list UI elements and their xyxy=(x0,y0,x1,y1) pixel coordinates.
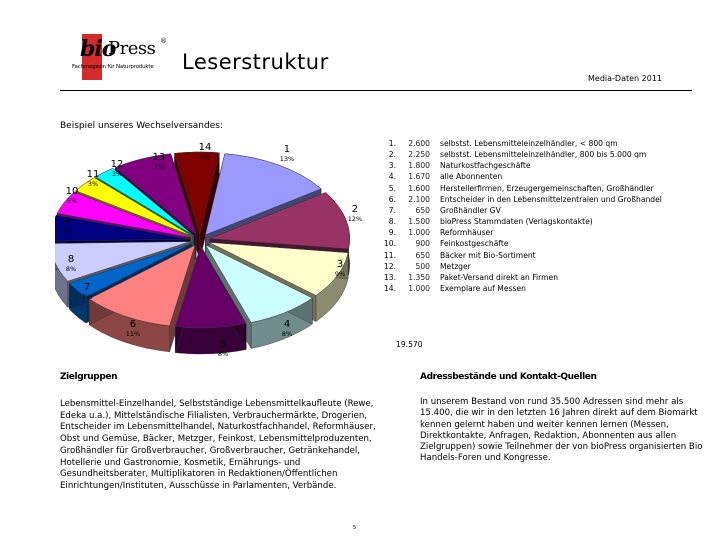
legend-row-value: 2.250 xyxy=(408,150,430,160)
legend-row-label: bioPress Stammdaten (Verlagskontakte) xyxy=(440,217,593,227)
legend-row xyxy=(372,238,662,249)
pie-slice-percent: 8% xyxy=(281,329,293,338)
pie-slice-percent: 5% xyxy=(199,152,211,161)
legend-row xyxy=(372,138,662,149)
legend-row-label: selbstst. Lebensmitteleinzelhändler, < 800 qm xyxy=(440,139,618,148)
legend-row-number: 2. xyxy=(388,150,396,160)
legend-row-number: 14. xyxy=(383,284,396,294)
legend-row-number: 3. xyxy=(388,161,396,171)
legend-row-label: Bäcker mit Bio-Sortiment xyxy=(440,250,536,260)
legend-row-value: 1.500 xyxy=(408,217,430,227)
legend-row xyxy=(372,216,662,227)
pie-slice-number: 8 xyxy=(67,254,75,265)
section-intro: Beispiel unseres Wechselversandes: xyxy=(60,121,223,131)
legend-row-number: 6. xyxy=(388,194,396,204)
pie-slice-label xyxy=(62,217,72,234)
pie-slice-number: 14 xyxy=(198,142,212,153)
legend-row-label: Metzger xyxy=(440,261,471,271)
legend-row xyxy=(372,283,662,294)
pie-slice-number: 10 xyxy=(65,186,79,197)
chart-legend xyxy=(372,138,662,294)
pie-slice-label xyxy=(111,160,124,177)
logo-tagline: Fachmagazin für Naturprodukte xyxy=(72,64,154,70)
legend-row-label: Feinkostgeschäfte xyxy=(440,239,509,249)
pie-slice-percent: 8% xyxy=(65,264,77,273)
legend-row-value: 900 xyxy=(415,239,430,249)
pie-slice-number: 11 xyxy=(86,169,100,180)
legend-row-label: Reformhäuser xyxy=(440,228,494,238)
legend-row xyxy=(372,171,662,182)
header-divider xyxy=(60,90,692,91)
legend-row-label: Exemplare auf Messen xyxy=(440,284,526,294)
legend-row-label: Naturkostfachgeschäfte xyxy=(440,161,531,171)
legend-row-number: 12. xyxy=(383,261,396,271)
legend-row xyxy=(372,205,662,216)
pie-slice-label xyxy=(218,340,228,357)
pie-slice-label xyxy=(153,153,166,170)
page-title: Leserstruktur xyxy=(182,50,329,74)
legend-row-value: 2.100 xyxy=(408,194,430,204)
pie-chart xyxy=(55,135,365,358)
logo-registered-mark: ® xyxy=(160,37,167,45)
legend-row-label: Großhändler GV xyxy=(440,205,501,215)
legend-row xyxy=(372,183,662,194)
legend-total: 19.570 xyxy=(396,340,423,349)
pie-slice-label xyxy=(280,145,294,162)
legend-row-value: 1.600 xyxy=(408,183,430,193)
legend-row-number: 13. xyxy=(383,272,396,282)
legend-row-number: 11. xyxy=(383,250,396,260)
pie-slice-percent: 7% xyxy=(153,162,165,171)
legend-row xyxy=(372,160,662,171)
pie-slice-number: 12 xyxy=(110,159,124,170)
pie-slice-label xyxy=(335,260,345,277)
pie-slice-number: 5 xyxy=(219,339,227,350)
legend-row-value: 1.000 xyxy=(408,228,430,238)
legend-row-value: 1.350 xyxy=(408,272,430,282)
pie-slice-number: 7 xyxy=(83,282,91,293)
legend-row-number: 9. xyxy=(388,228,396,238)
adressbestaende-heading: Adressbestände und Kontakt-Quellen xyxy=(420,372,597,382)
pie-slice-label xyxy=(82,283,92,300)
legend-row-label: selbstst. Lebensmitteleinzelhändler, 800 bis 5.000 qm xyxy=(440,150,647,160)
pie-slice-percent: 8% xyxy=(217,349,229,358)
adressbestaende-text: In unserem Bestand von rund 35.500 Adressen sind mehr als 15.400, die wir in den letzten 16 Jahren direkt auf dem Biomarkt kennen gelernt haben und weiter kennen lernen (Messen, Direktkontakte, Anfragen, Redaktion, Abonnenten aus allen Zielgruppen) sowie Teilnehmer der von bioPress organisierten Bio Handels-Foren und Kongresse. xyxy=(420,397,703,464)
zielgruppen-heading: Zielgruppen xyxy=(60,372,118,382)
legend-row-label: Herstellerfirmen, Erzeugergemeinschaften, Großhändler xyxy=(440,183,654,193)
pie-slice-percent: 13% xyxy=(279,154,295,163)
legend-row-value: 1.000 xyxy=(408,284,430,294)
pie-chart-svg xyxy=(55,135,365,355)
legend-row-label: Entscheider in den Lebensmittelzentralen und Großhandel xyxy=(440,194,662,204)
legend-row xyxy=(372,194,662,205)
legend-row-label: Paket-Versand direkt an Firmen xyxy=(440,272,559,282)
biopress-logo xyxy=(70,34,170,80)
pie-slice-percent: 3% xyxy=(111,169,123,178)
pie-slice-label xyxy=(348,205,362,222)
pie-slice-number: 2 xyxy=(351,204,359,215)
legend-row xyxy=(372,272,662,283)
legend-row-value: 1.670 xyxy=(408,172,430,182)
pie-slice-label xyxy=(282,320,292,337)
legend-row-value: 650 xyxy=(415,250,430,260)
legend-row-value: 2.600 xyxy=(408,139,430,148)
legend-row-value: 1.800 xyxy=(408,161,430,171)
logo-bio: bio xyxy=(80,36,116,62)
page-number: 5 xyxy=(353,525,357,531)
legend-row-value: 650 xyxy=(415,205,430,215)
pie-slice-number: 3 xyxy=(336,259,344,270)
legend-row xyxy=(372,227,662,238)
zielgruppen-text: Lebensmittel-Einzelhandel, Selbstständige Lebensmittelkaufleute (Rewe, Edeka u.a.), Mittelständische Filialisten, Verbrauchermärkte, Drogerien, Entscheider im Lebensmittelhandel, Naturkostfachhandel, Reformhäuser, Obst und Gemüse, Bäcker, Metzger, Feinkost, Lebensmittelproduzenten, Großhändler für Großverbraucher, Großverbraucher, Getränkehandel, Hotellerie und Gastronomie, Kosmetik, Ernährungs- und Gesundheitsberater, Multiplikatoren in Redaktionen/Öffentlichen Einrichtungen/Instituten, Ausschüsse in Parlamenten, Verbände. xyxy=(60,399,376,491)
pie-slice-number: 13 xyxy=(152,152,166,163)
pie-slice-number: 9 xyxy=(63,216,71,227)
pie-slice-label xyxy=(199,143,212,160)
legend-row-number: 1. xyxy=(388,139,396,148)
legend-row-number: 4. xyxy=(388,172,396,182)
logo-press: Press xyxy=(108,38,156,59)
pie-slice-percent: 3% xyxy=(81,292,93,301)
pie-slice-percent: 9% xyxy=(334,269,346,278)
pie-slice-percent: 12% xyxy=(347,214,363,223)
legend-row-number: 5. xyxy=(388,183,396,193)
pie-slice-percent: 5% xyxy=(61,226,73,235)
pie-slice-number: 4 xyxy=(283,319,291,330)
legend-row-value: 500 xyxy=(415,261,430,271)
pie-slice-label xyxy=(126,320,140,337)
legend-row xyxy=(372,149,662,160)
pie-slice-number: 1 xyxy=(283,144,291,155)
legend-row-number: 8. xyxy=(388,217,396,227)
pie-slice-percent: 11% xyxy=(125,329,141,338)
pie-slice-number: 6 xyxy=(129,319,137,330)
media-daten-label: Media-Daten 2011 xyxy=(588,74,663,83)
pie-slice-percent: 5% xyxy=(66,196,78,205)
pie-slice-percent: 3% xyxy=(87,179,99,188)
legend-row-number: 7. xyxy=(388,205,396,215)
legend-row-label: alle Abonnenten xyxy=(440,172,503,182)
legend-row xyxy=(372,261,662,272)
legend-row xyxy=(372,250,662,261)
pie-slice-label xyxy=(66,255,76,272)
pie-slice-label xyxy=(66,187,79,204)
legend-row-number: 10. xyxy=(383,239,396,249)
pie-slice-label xyxy=(87,170,100,187)
